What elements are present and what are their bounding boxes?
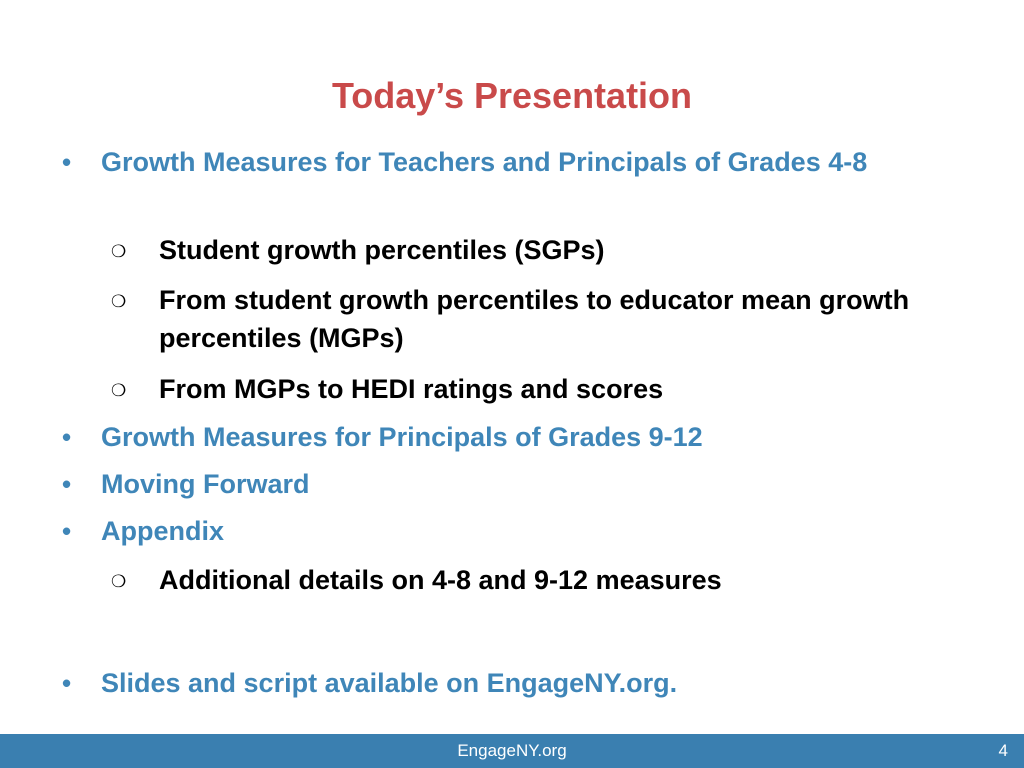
bullet-marker: • — [62, 668, 72, 698]
bullet-marker: • — [62, 147, 72, 177]
footer-bar — [0, 734, 1024, 768]
slide-title: Today’s Presentation — [331, 75, 693, 116]
bullet-marker: • — [62, 422, 72, 452]
bullet-marker: • — [62, 469, 72, 499]
sub-bullet-marker: ❍ — [111, 381, 127, 400]
bullet-text: Moving Forward — [101, 469, 310, 499]
bullet-text: Growth Measures for Principals of Grades 9-12 — [101, 422, 703, 452]
slide-page-number: 4 — [998, 741, 1008, 760]
footer-site-label: EngageNY.org — [457, 741, 567, 760]
sub-bullet-text: Student growth percentiles (SGPs) — [159, 235, 605, 265]
bullet-marker: • — [62, 516, 72, 546]
sub-bullet-marker: ❍ — [111, 292, 127, 311]
sub-bullet-marker: ❍ — [111, 242, 127, 261]
sub-bullet-text: From MGPs to HEDI ratings and scores — [159, 374, 664, 404]
bullet-text: Appendix — [101, 516, 225, 546]
bullet-text: Slides and script available on EngageNY.org. — [101, 668, 678, 698]
sub-bullet-text: From student growth percentiles to educator mean growth percentiles (MGPs) — [159, 285, 910, 353]
sub-bullet-text: Additional details on 4-8 and 9-12 measures — [159, 565, 722, 595]
sub-bullet-marker: ❍ — [111, 572, 127, 591]
bullet-text: Growth Measures for Teachers and Principals of Grades 4-8 — [101, 147, 868, 177]
